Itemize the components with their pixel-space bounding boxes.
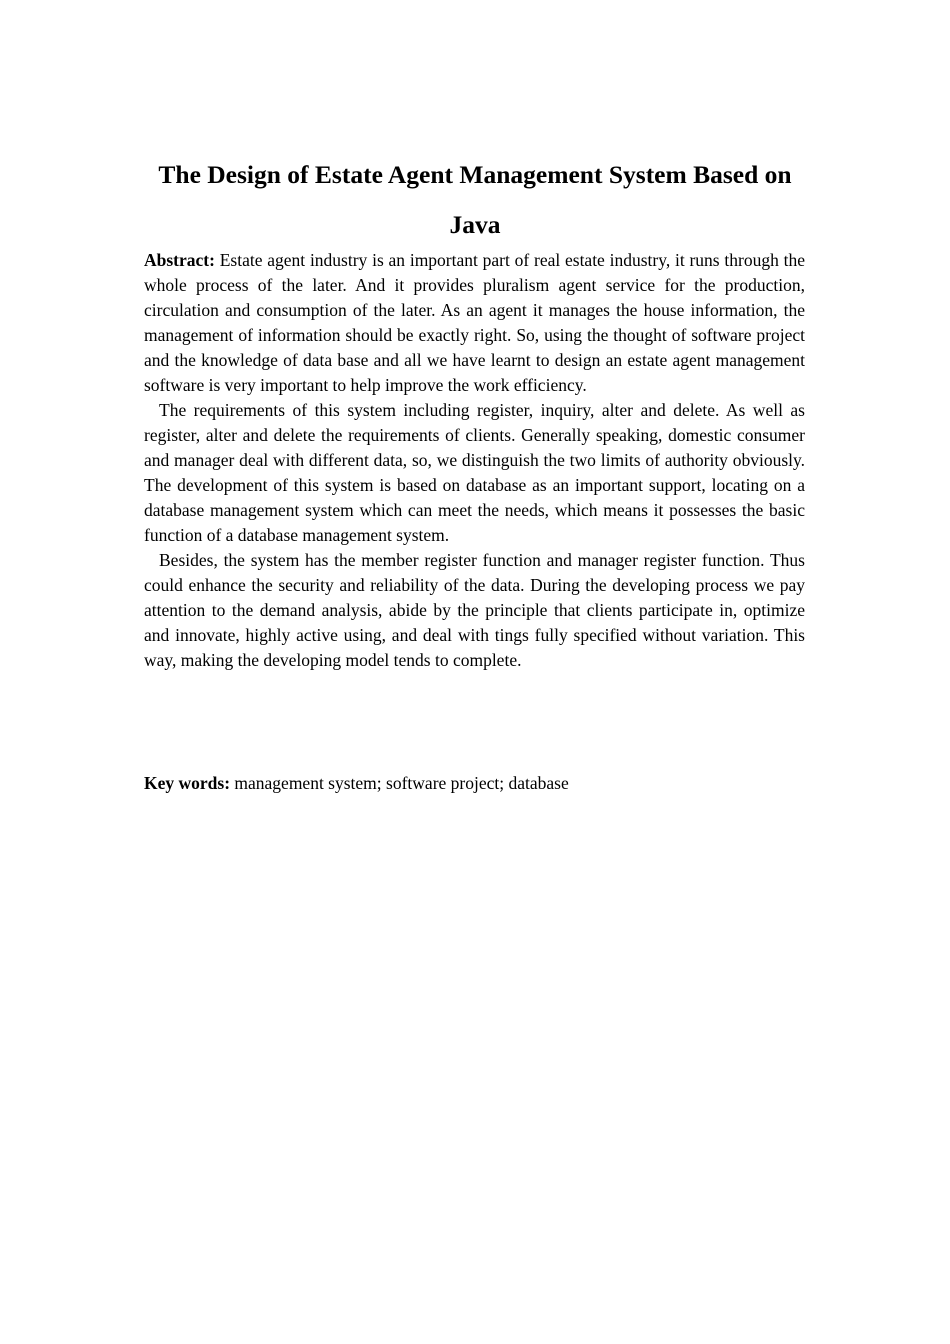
abstract-text-3: Besides, the system has the member register function and manager register function. Thus could enhance the security and reliability of the data. During the developing process we pay attention to the demand analysis, abide by the principle that clients participate in, optimize and innovate, highly active using, and deal with tings fully specified without variation. This way, making the developing model tends to complete. (144, 550, 805, 670)
abstract-paragraph-3 (144, 548, 805, 673)
title-line-1: The Design of Estate Agent Management System Based on (158, 160, 792, 189)
abstract-text-1: Estate agent industry is an important part of real estate industry, it runs through the whole process of the later. And it provides pluralism agent service for the production, circulation and consumption of the later. As an agent it manages the house information, the management of information should be exactly right. So, using the thought of software project and the knowledge of data base and all we have learnt to design an estate agent management software is very important to help improve the work efficiency. (144, 250, 805, 395)
keywords-text: management system; software project; database (234, 773, 569, 793)
keywords-section (144, 771, 805, 796)
title-line-2: Java (449, 210, 501, 239)
abstract-paragraph-2 (144, 398, 805, 548)
abstract-paragraph-1 (144, 248, 805, 398)
keywords-label: Key words: (144, 773, 231, 793)
paper-title (0, 150, 950, 250)
abstract-text-2: The requirements of this system including register, inquiry, alter and delete. As well as register, alter and delete the requirements of clients. Generally speaking, domestic consumer and manager deal with different data, so, we distinguish the two limits of authority obviously. The development of this system is based on database as an important support, locating on a database management system which can meet the needs, which means it possesses the basic function of a database management system. (144, 400, 805, 545)
abstract-section (144, 248, 805, 673)
abstract-label: Abstract: (144, 250, 215, 270)
